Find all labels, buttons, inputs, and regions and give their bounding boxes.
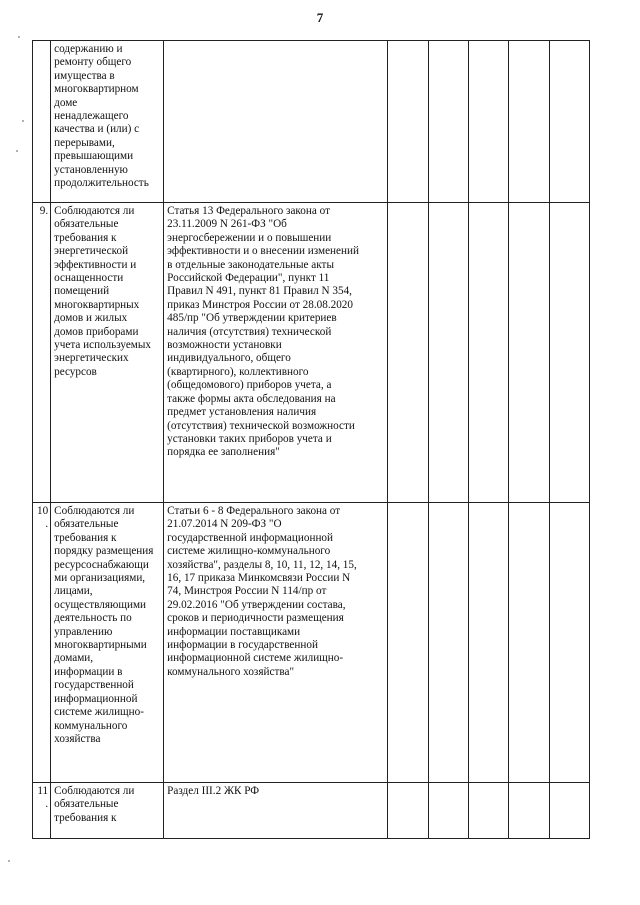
answer-cell-yes[interactable] xyxy=(388,783,428,839)
question-text: содержанию и ремонту общего имущества в многоквартирном доме ненадлежащего качества и (или) с перерывами, превышающими установленную продолжительность xyxy=(54,43,149,190)
question-cell xyxy=(51,503,164,783)
reference-cell xyxy=(164,203,388,503)
question-text: Соблюдаются ли обязательные требования к энергетической эффективности и оснащенности помещений многоквартирных домов и жилых домов приборами учета используемых энергетических ресурсов xyxy=(54,205,151,378)
row-number xyxy=(33,203,51,503)
answer-cell-na[interactable] xyxy=(468,783,508,839)
answer-cell-na[interactable] xyxy=(468,203,508,503)
question-text: Соблюдаются ли обязательные требования к порядку размещения ресурсоснабжающи ми организациями, лицами, осуществляющими деятельность по управлению многоквартирными домами, информации в государственной информационной системе жилищно- коммунального хозяйства xyxy=(54,505,154,745)
answer-cell-extra[interactable] xyxy=(509,783,549,839)
row-number-text: 10. xyxy=(36,505,49,531)
answer-cell-yes[interactable] xyxy=(388,203,428,503)
row-number xyxy=(33,41,51,203)
answer-cell-no[interactable] xyxy=(428,783,468,839)
row-number xyxy=(33,783,51,839)
answer-cell-yes[interactable] xyxy=(388,41,428,203)
answer-cell-na[interactable] xyxy=(468,503,508,783)
reference-text: Раздел III.2 ЖК РФ xyxy=(167,785,260,797)
answer-cell-no[interactable] xyxy=(428,203,468,503)
row-number-text: 11. xyxy=(37,785,49,811)
page-number: 7 xyxy=(316,10,324,25)
table-row xyxy=(33,503,590,783)
answer-cell-no[interactable] xyxy=(428,503,468,783)
question-cell xyxy=(51,783,164,839)
scan-speck xyxy=(22,120,24,122)
scan-speck xyxy=(16,150,18,152)
row-number xyxy=(33,503,51,783)
reference-text: Статьи 6 - 8 Федерального закона от 21.07.2014 N 209-ФЗ "О государственной информационной системе жилищно-коммунального хозяйства", разделы 8, 10, 11, 12, 14, 15, 16, 17 приказа Минкомсвязи России N 74, Минстроя России N 114/пр от 29.02.2016 "Об утверждении состава, сроков и периодичности размещения информации поставщиками информации в государственной информационной системе жилищно- коммунального хозяйства" xyxy=(167,505,357,678)
notes-cell[interactable] xyxy=(549,41,589,203)
answer-cell-extra[interactable] xyxy=(509,41,549,203)
answer-cell-na[interactable] xyxy=(468,41,508,203)
checklist-table xyxy=(32,40,590,839)
reference-cell xyxy=(164,783,388,839)
notes-cell[interactable] xyxy=(549,503,589,783)
notes-cell[interactable] xyxy=(549,783,589,839)
answer-cell-extra[interactable] xyxy=(509,203,549,503)
row-number-text: 9. xyxy=(39,205,49,217)
question-text: Соблюдаются ли обязательные требования к xyxy=(54,785,135,824)
question-cell xyxy=(51,41,164,203)
answer-cell-yes[interactable] xyxy=(388,503,428,783)
answer-cell-extra[interactable] xyxy=(509,503,549,783)
reference-cell xyxy=(164,503,388,783)
reference-text: Статья 13 Федерального закона от 23.11.2009 N 261-ФЗ "Об энергосбережении и о повышении эффективности и о внесении изменений в отдельные законодательные акты Российской Федерации", пункт 11 Правил N 491, пункт 81 Правил N 354, приказ Минстроя России от 28.08.2020 485/пр "Об утверждении критериев наличия (отсутствия) технической возможности установки индивидуального, общего (квартирного), коллективного (общедомового) приборов учета, а также формы акта обследования на предмет установления наличия (отсутствия) технической возможности установки таких приборов учета и порядка ее заполнения" xyxy=(167,205,359,459)
scan-speck xyxy=(18,36,20,38)
table-row xyxy=(33,783,590,839)
table-row xyxy=(33,203,590,503)
question-cell xyxy=(51,203,164,503)
reference-cell xyxy=(164,41,388,203)
notes-cell[interactable] xyxy=(549,203,589,503)
table-row xyxy=(33,41,590,203)
answer-cell-no[interactable] xyxy=(428,41,468,203)
scan-speck xyxy=(8,860,10,862)
